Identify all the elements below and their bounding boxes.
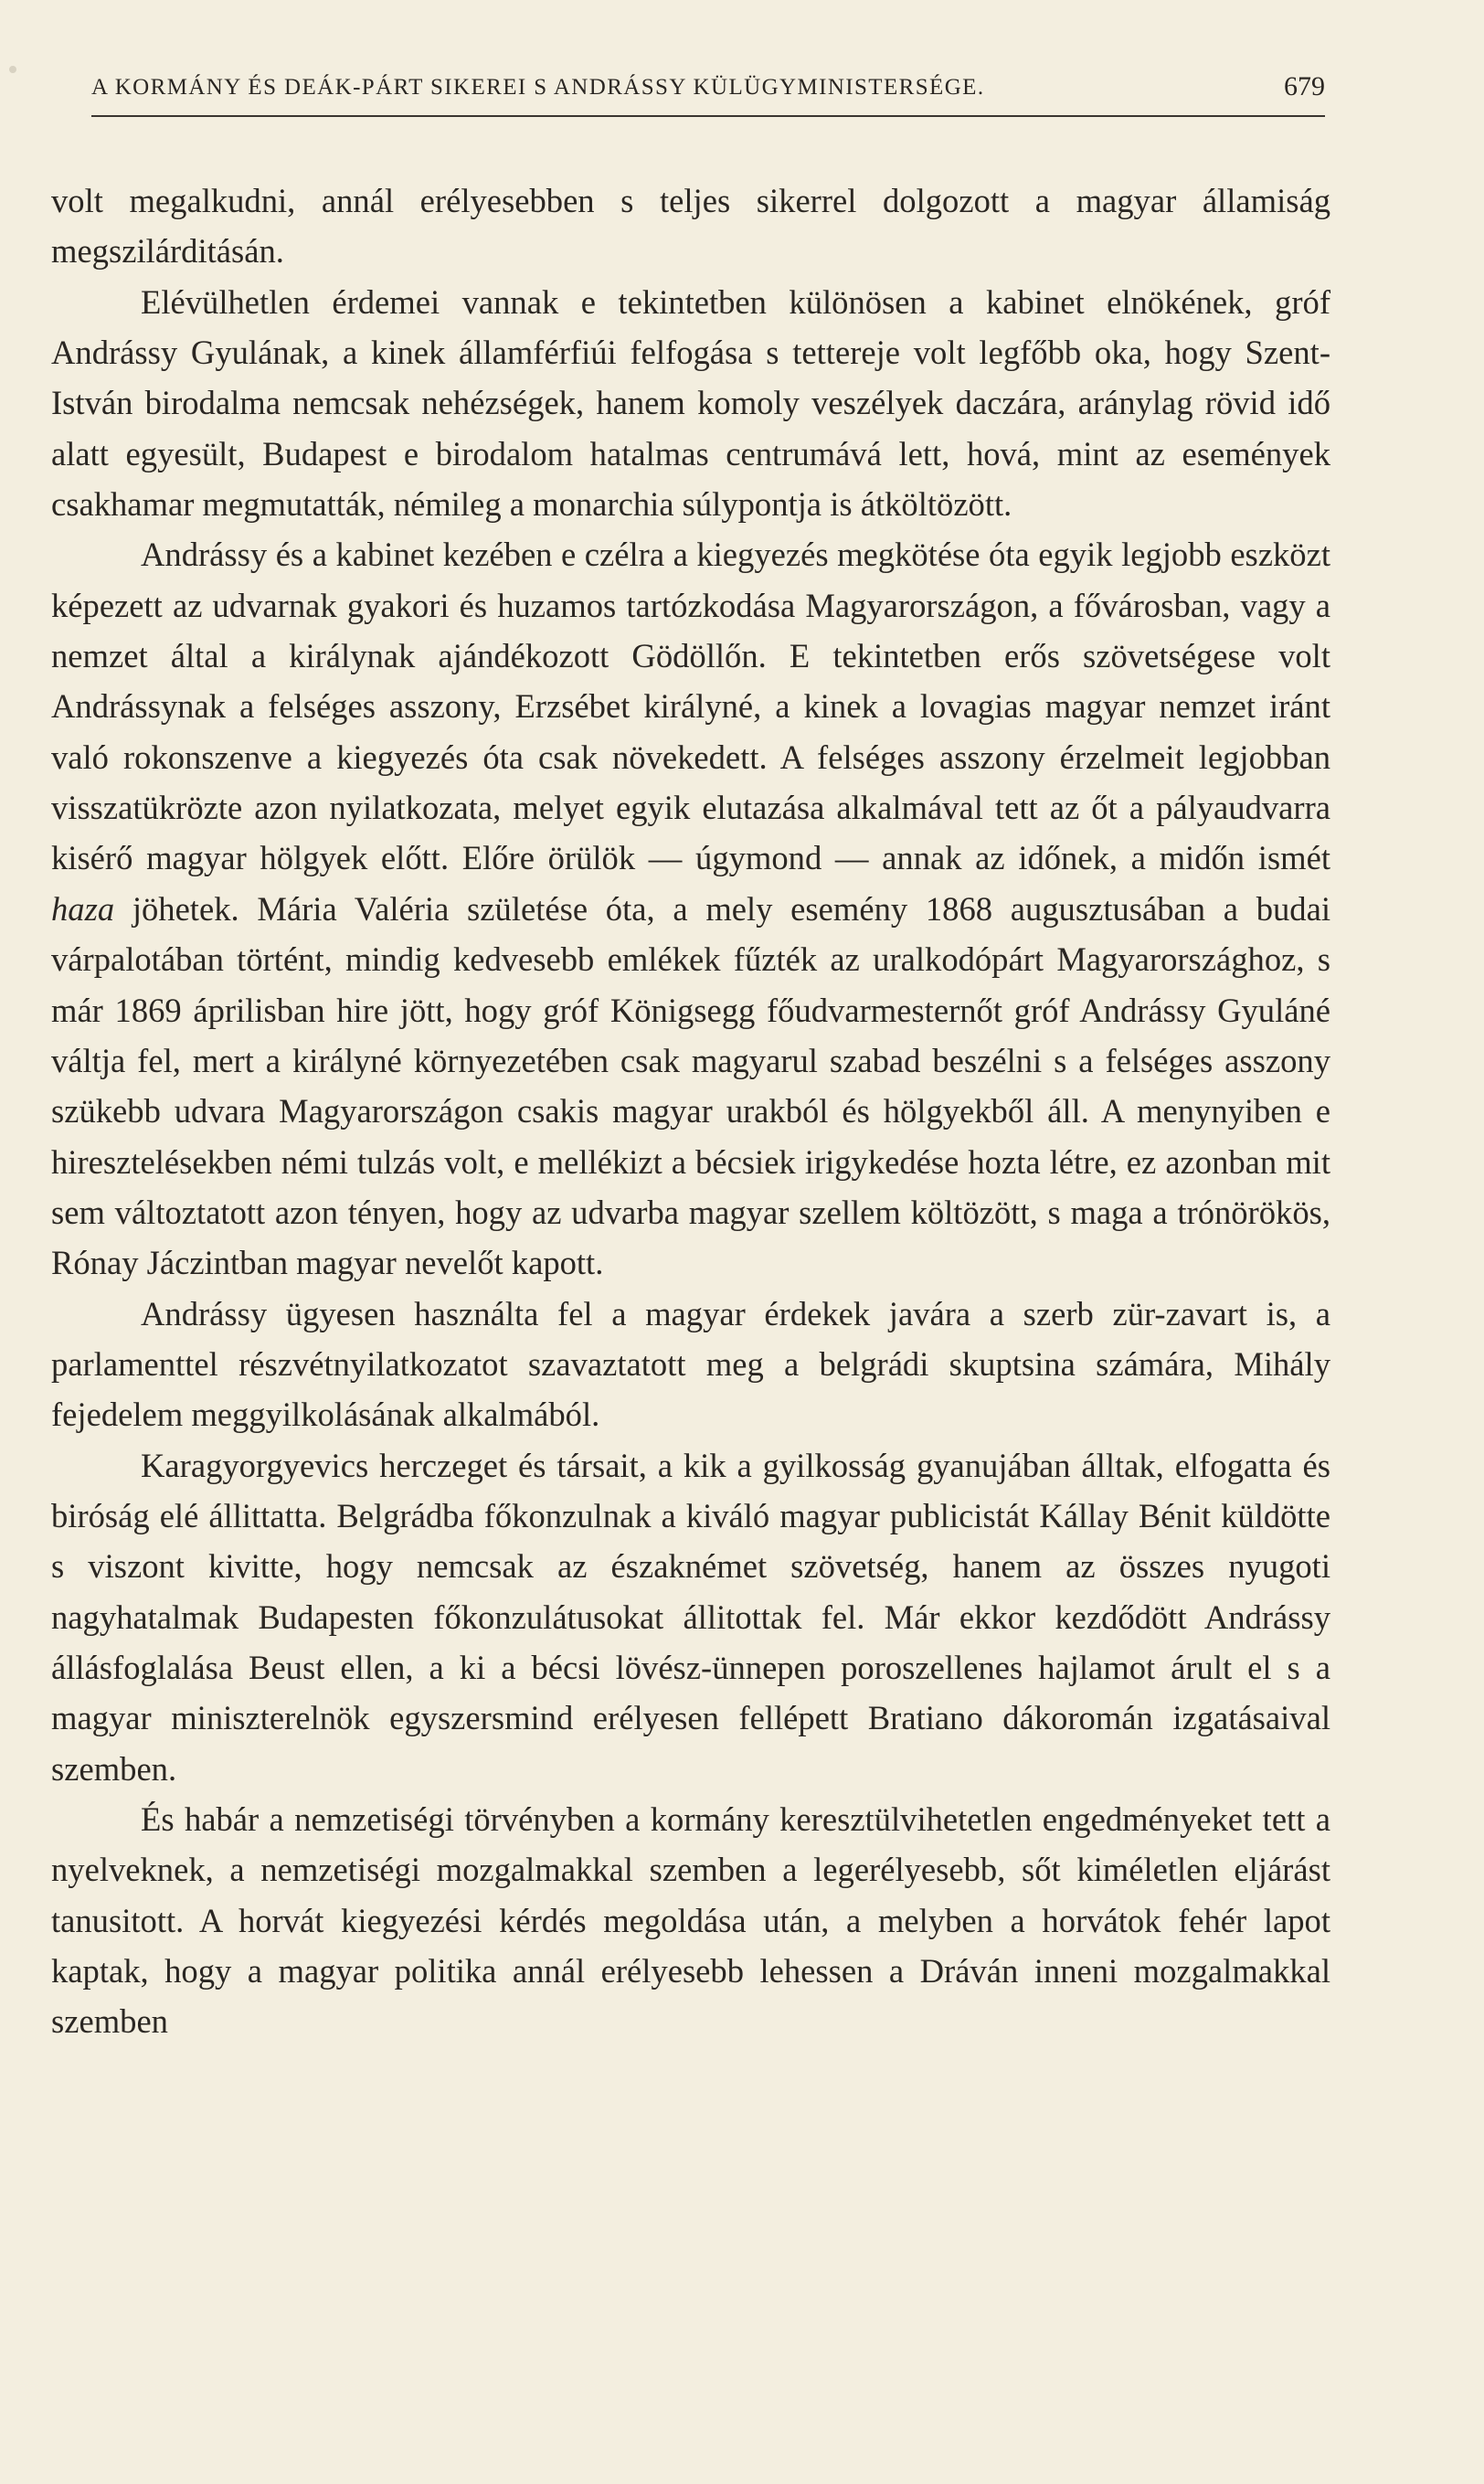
paragraph-6: És habár a nemzetiségi törvényben a kormány keresztülvihetetlen engedményeket tett a nyelveknek, a nemzetiségi mozgalmakkal szemben a legerélyesebb, sőt kiméletlen eljárást tanusitott. A horvát kiegyezési kérdés megoldása után, a melyben a horvátok fehér lapot kaptak, hogy a magyar politika annál erélyesebb lehessen a Dráván inneni mozgalmakkal szemben	[51, 1800, 1330, 2041]
body-text	[51, 175, 1330, 2047]
paragraph-4: Andrássy ügyesen használta fel a magyar érdekek javára a szerb zür-zavart is, a parlamenttel részvétnyilatkozatot szavaztatott meg a belgrádi skuptsina számára, Mihály fejedelem meggyilkolásának alkalmából.	[51, 1294, 1330, 1434]
page-speck	[9, 66, 16, 73]
page-number: 679	[1284, 71, 1325, 101]
paragraph-5: Karagyorgyevics herczeget és társait, a kik a gyilkosság gyanujában álltak, elfogatta és biróság elé állittatta. Belgrádba főkonzulnak a kiváló magyar publicistát Kállay Bénit küldötte s viszont kivitte, hogy nemcsak az északnémet szövetség, hanem az összes nyugoti nagyhatalmak Budapesten főkonzulátusokat állitottak fel. Már ekkor kezdődött Andrássy állásfoglalása Beust ellen, a ki a bécsi lövész-ünnepen poroszellenes hajlamot árult el s a magyar miniszterelnök egyszersmind erélyesen fellépett Bratiano dákoromán izgatásaival szemben.	[51, 1446, 1330, 1788]
paragraph-3	[51, 529, 1330, 1288]
paragraph-3-text-after: jöhetek. Mária Valéria születése óta, a mely esemény 1868 augusztusában a budai várpalotában történt, mindig kedvesebb emlékek fűzték az uralkodópárt Magyarországhoz, s már 1869 áprilisban hire jött, hogy gróf Königsegg főudvarmesternőt gróf Andrássy Gyuláné váltja fel, mert a királyné környezetében csak magyarul szabad beszélni s a felséges asszony szükebb udvara Magyarországon csakis magyar urakból és hölgyekből áll. A menynyiben e hiresztelésekben némi tulzás volt, e mellékizt a bécsiek irigykedése hozta létre, ez azonban mit sem változtatott azon tényen, hogy az udvarba magyar szellem költözött, s maga a trónörökös, Rónay Jáczintban magyar nevelőt kapott.	[51, 889, 1330, 1282]
paragraph-3-text-before: Andrássy és a kabinet kezében e czélra a kiegyezés megkötése óta egyik legjobb eszközt képezett az udvarnak gyakori és huzamos tartózkodása Magyarországon, a fővárosban, vagy a nemzet által a királynak ajándékozott Gödöllőn. E tekintetben erős szövetségese volt Andrássynak a felséges asszony, Erzsébet királyné, a kinek a lovagias magyar nemzet iránt való rokonszenve a kiegyezés óta csak növekedett. A felséges asszony érzelmeit legjobban visszatükrözte azon nyilatkozata, melyet egyik elutazása alkalmával tett az őt a pályaudvarra kisérő magyar hölgyek előtt. Előre örülök — úgymond — annak az időnek, a midőn ismét	[51, 536, 1330, 877]
header-title: A KORMÁNY ÉS DEÁK-PÁRT SIKEREI S ANDRÁSSY KÜLÜGYMINISTERSÉGE.	[91, 75, 985, 100]
paragraph-2: Elévülhetlen érdemei vannak e tekintetben különösen a kabinet elnökének, gróf Andrássy Gyulának, a kinek államférfiúi felfogása s tettereje volt legfőbb oka, hogy Szent-István birodalma nemcsak nehézségek, hanem komoly veszélyek daczára, aránylag rövid idő alatt egyesült, Budapest e birodalom hatalmas centrumává lett, hová, mint az események csakhamar megmutatták, némileg a monarchia súlypontja is átköltözött.	[51, 282, 1330, 524]
paragraph-1: volt megalkudni, annál erélyesebben s teljes sikerrel dolgozott a magyar államiság megszilárditásán.	[51, 182, 1330, 271]
italic-emphasis: haza	[51, 889, 115, 928]
running-header	[91, 69, 1325, 117]
